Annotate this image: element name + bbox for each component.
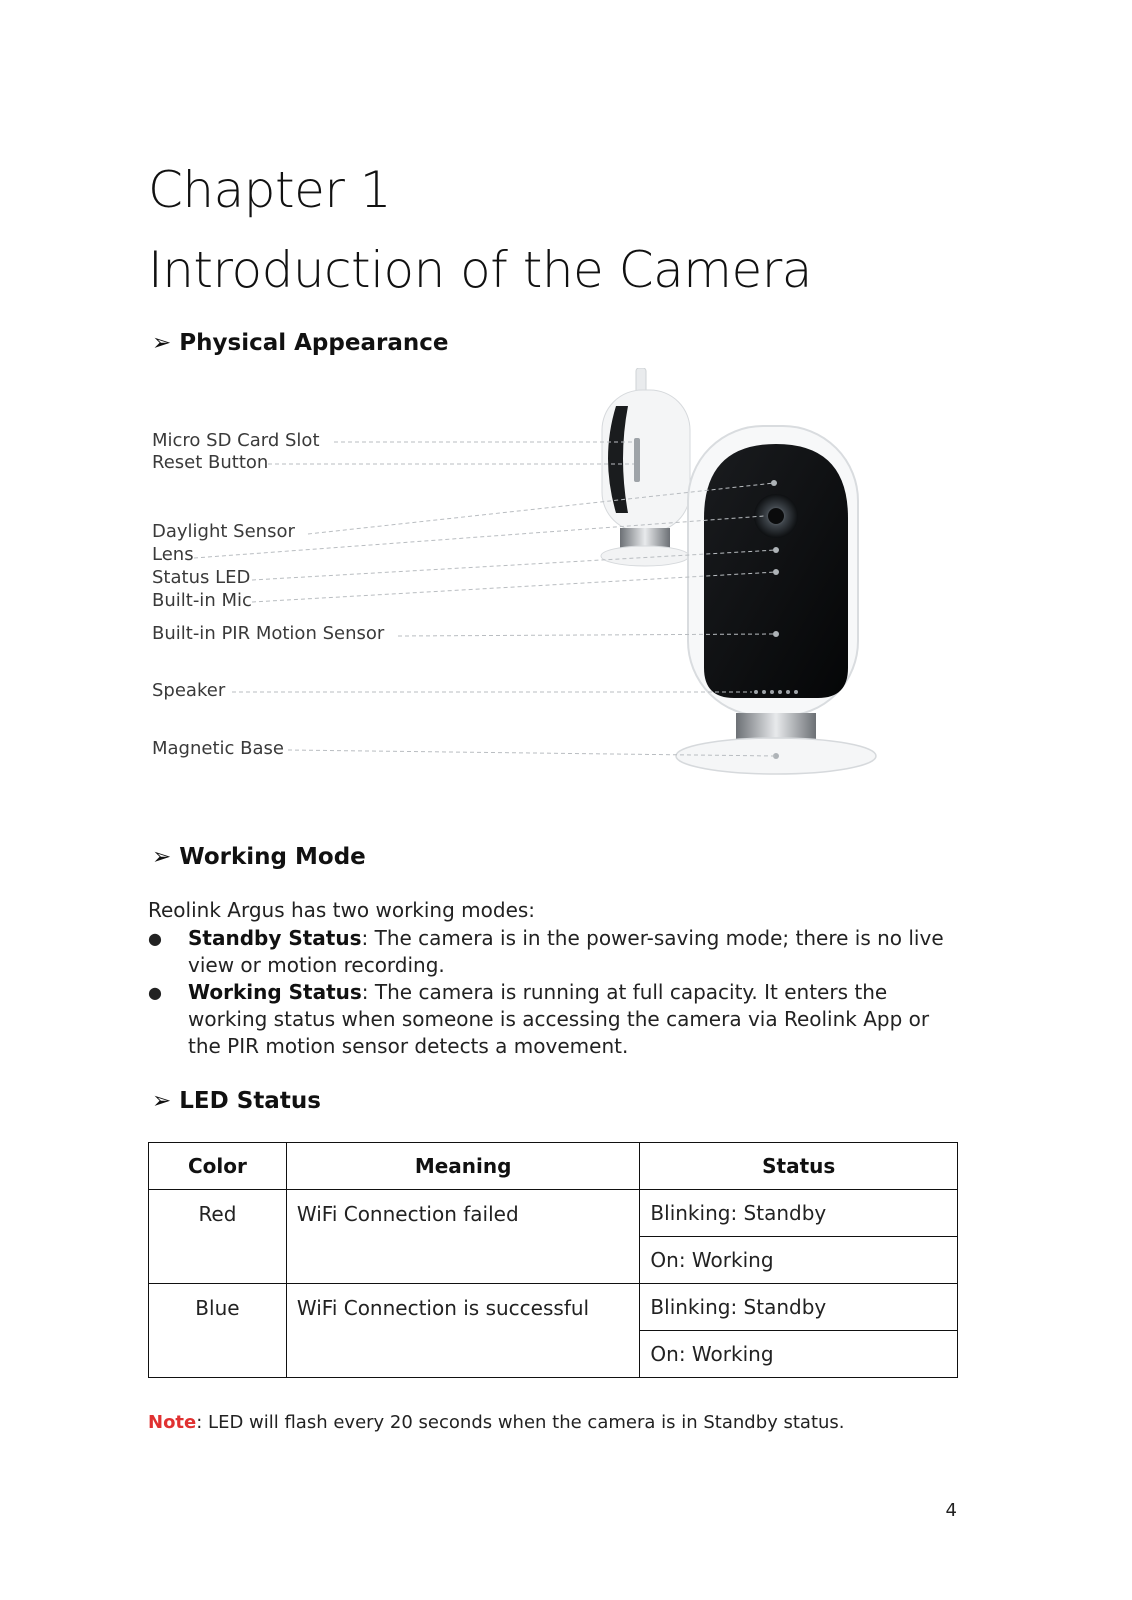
page-number: 4 bbox=[945, 1500, 957, 1521]
description: : The camera is in the power-saving mode; there is no live view or motion recording. bbox=[188, 926, 944, 977]
section-title: LED Status bbox=[179, 1088, 321, 1114]
callout-pir-motion-sensor: Built-in PIR Motion Sensor bbox=[152, 623, 385, 644]
list-item bbox=[148, 925, 968, 979]
table-header-row bbox=[149, 1143, 958, 1190]
chapter-name: Introduction of the Camera bbox=[148, 241, 812, 299]
callout-magnetic-base: Magnetic Base bbox=[152, 738, 284, 759]
section-title: Physical Appearance bbox=[179, 330, 449, 356]
callout-reset-button: Reset Button bbox=[152, 452, 269, 473]
cell-status: On: Working bbox=[640, 1237, 958, 1284]
callout-lens: Lens bbox=[152, 544, 194, 565]
column-header-color: Color bbox=[149, 1143, 287, 1190]
section-heading-working-mode bbox=[152, 844, 366, 870]
list-item bbox=[148, 979, 968, 1060]
arrow-bullet-icon: ➢ bbox=[152, 1088, 172, 1114]
cell-meaning: WiFi Connection is successful bbox=[286, 1284, 640, 1378]
led-note bbox=[148, 1412, 845, 1433]
working-mode-list bbox=[148, 925, 968, 1060]
section-heading-physical-appearance bbox=[152, 330, 448, 356]
led-status-table bbox=[148, 1142, 958, 1378]
callout-status-led: Status LED bbox=[152, 567, 251, 588]
description: : The camera is running at full capacity. It enters the working status when someone is accessing the camera via Reolink App or the PIR motion sensor detects a movement. bbox=[188, 980, 930, 1058]
cell-meaning: WiFi Connection failed bbox=[286, 1190, 640, 1284]
term: Working Status bbox=[188, 980, 362, 1004]
term: Standby Status bbox=[188, 926, 362, 950]
cell-color: Red bbox=[149, 1190, 287, 1284]
cell-status: Blinking: Standby bbox=[640, 1284, 958, 1331]
column-header-meaning: Meaning bbox=[286, 1143, 640, 1190]
cell-color: Blue bbox=[149, 1284, 287, 1378]
column-header-status: Status bbox=[640, 1143, 958, 1190]
camera-side-view bbox=[601, 368, 690, 566]
callout-speaker: Speaker bbox=[152, 680, 226, 701]
arrow-bullet-icon: ➢ bbox=[152, 844, 172, 870]
callout-micro-sd-card-slot: Micro SD Card Slot bbox=[152, 430, 320, 451]
table-row bbox=[149, 1284, 958, 1331]
camera-diagram bbox=[148, 368, 968, 808]
note-label: Note bbox=[148, 1412, 197, 1433]
callout-built-in-mic: Built-in Mic bbox=[152, 590, 252, 611]
note-text: : LED will flash every 20 seconds when the camera is in Standby status. bbox=[196, 1412, 845, 1433]
camera-front-view bbox=[676, 426, 876, 774]
callout-daylight-sensor: Daylight Sensor bbox=[152, 521, 295, 542]
arrow-bullet-icon: ➢ bbox=[152, 330, 172, 356]
cell-status: On: Working bbox=[640, 1331, 958, 1378]
section-title: Working Mode bbox=[179, 844, 366, 870]
chapter-number: Chapter 1 bbox=[148, 161, 392, 219]
chapter-title bbox=[148, 150, 812, 310]
working-mode-intro: Reolink Argus has two working modes: bbox=[148, 898, 536, 922]
section-heading-led-status bbox=[152, 1088, 321, 1114]
table-row bbox=[149, 1190, 958, 1237]
cell-status: Blinking: Standby bbox=[640, 1190, 958, 1237]
